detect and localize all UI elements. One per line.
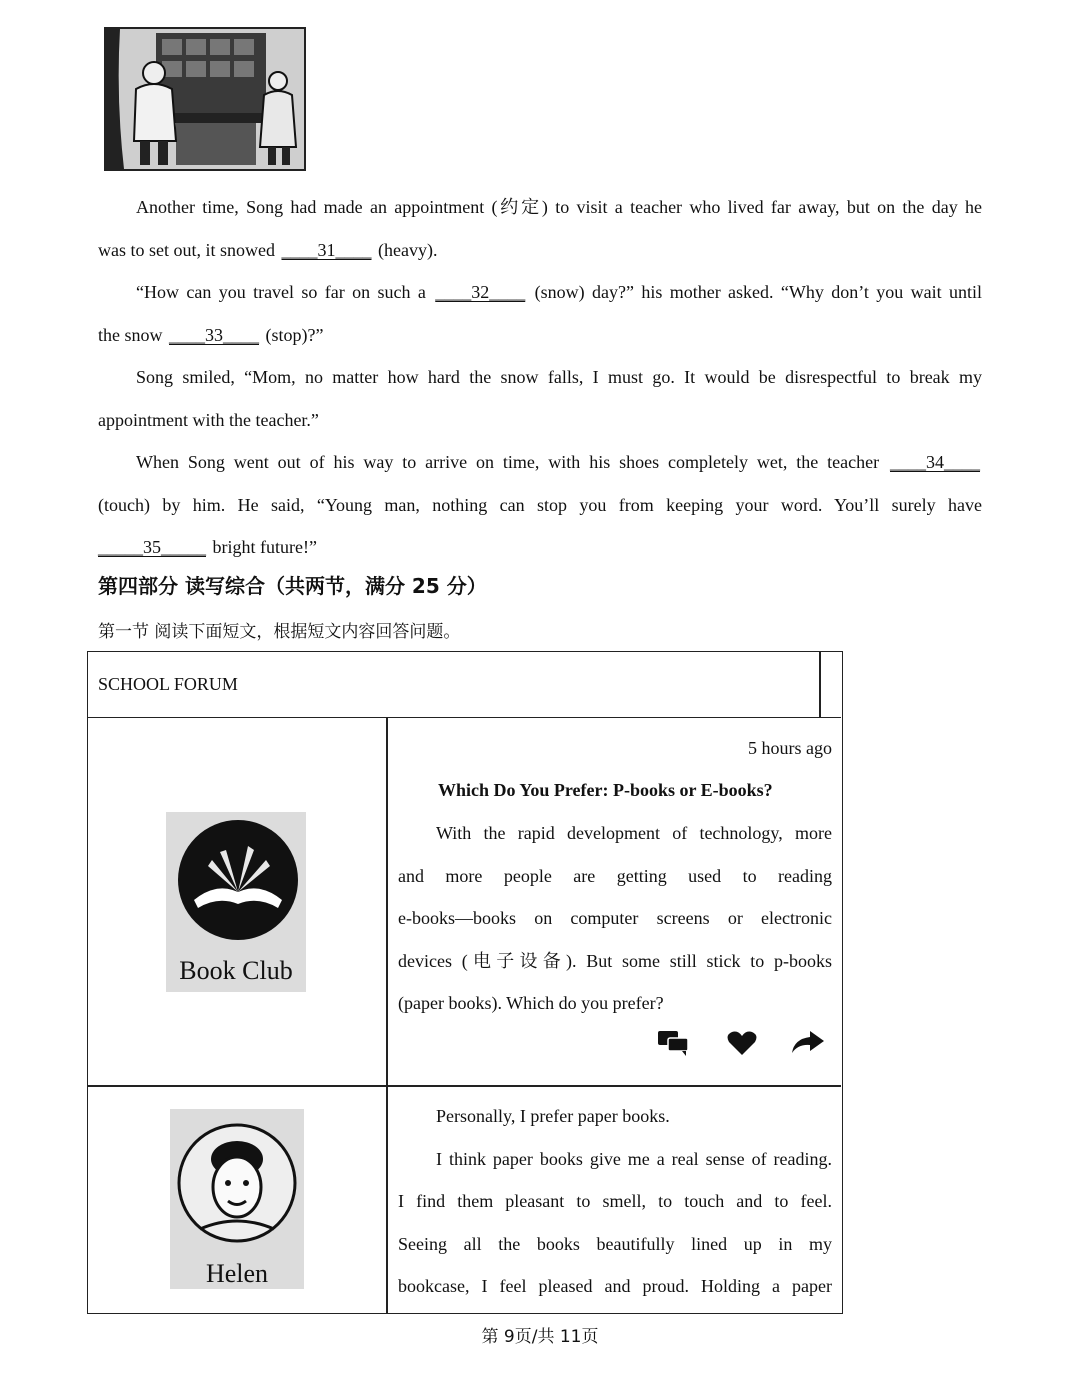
text-fragment: (heavy). [378,239,438,260]
school-forum [87,651,843,1314]
book-club-label: Book Club [179,956,293,985]
illustration-drawing [106,29,304,169]
post-title: Which Do You Prefer: P-books or E-books? [438,780,773,800]
text-fragment: was to set out, it snowed [98,239,275,260]
story-line: appointment with the teacher.” [98,409,319,430]
post-body [398,812,832,1025]
text-fragment: bright future!” [212,537,317,557]
text-fragment: (snow) day?” his mother asked. “Why don’t you wait until [534,282,983,302]
post-line: and more people are getting used to reading [398,865,832,886]
post-1 [398,717,832,1085]
share-icon[interactable] [790,1029,826,1062]
post-line: I find them pleasant to smell, to touch and to feel. [398,1191,832,1211]
blank-31[interactable]: ____31____ [281,239,372,260]
story-line: Another time, Song had made an appointment (约定) to visit a teacher who lived far away, but on the day he [136,197,982,217]
forum-title: SCHOOL FORUM [98,674,238,694]
story-paragraph-3 [98,356,982,441]
row-divider [88,1085,841,1087]
post-line: I think paper books give me a real sense of reading. [436,1148,832,1169]
post-line: Personally, I prefer paper books. [436,1106,670,1126]
story-paragraph-1 [98,186,982,271]
story-line [98,441,982,484]
blank-35[interactable]: _____35_____ [98,537,206,557]
page-number: 第 9页/共 11页 [481,1327,599,1347]
post-time: 5 hours ago [748,738,832,758]
post-line: (paper books). Which do you prefer? [398,993,664,1013]
post-line: e-books—books on computer screens or electronic [398,908,832,928]
story-line: Song smiled, “Mom, no matter how hard the snow falls, I must go. It would be disrespectful to break my [136,367,982,387]
post-line: devices (电子设备). But some still stick to p-books [398,950,832,971]
story-line: (touch) by him. He said, “Young man, nothing can stop you from keeping your word. You’ll surely have [98,494,982,515]
post-line: bookcase, I feel pleased and proud. Holding a paper [398,1276,832,1296]
blank-34[interactable]: ____34____ [890,452,981,472]
post-2 [398,1095,832,1308]
text-fragment: (stop)?” [265,324,324,345]
book-club-avatar [166,812,306,992]
section-heading: 第四部分 读写综合（共两节，满分 25 分） [98,574,487,598]
blank-33[interactable]: ____33____ [169,324,259,345]
column-divider [386,717,388,1313]
section-subheading: 第一节 阅读下面短文，根据短文内容回答问题。 [98,622,461,642]
story-line [98,314,982,357]
text-fragment: the snow [98,324,163,345]
comment-icon[interactable] [656,1029,692,1062]
heart-icon[interactable] [726,1029,758,1062]
header-divider [819,652,821,717]
story-illustration [104,27,306,171]
helen-label: Helen [205,1259,269,1288]
story-line [98,229,982,272]
story-line [98,271,982,314]
helen-avatar [170,1109,304,1289]
text-fragment: When Song went out of his way to arrive on time, with his shoes completely wet, the teacher [136,452,880,472]
text-fragment: “How can you travel so far on such a [136,282,426,302]
forum-header [88,652,841,718]
post-line: With the rapid development of technology, more [436,823,832,843]
story-paragraph-4 [98,441,982,569]
story-line [98,526,982,569]
story-paragraph-2 [98,271,982,356]
post-line: Seeing all the books beautifully lined up in my [398,1233,832,1254]
blank-32[interactable]: ____32____ [435,282,526,302]
